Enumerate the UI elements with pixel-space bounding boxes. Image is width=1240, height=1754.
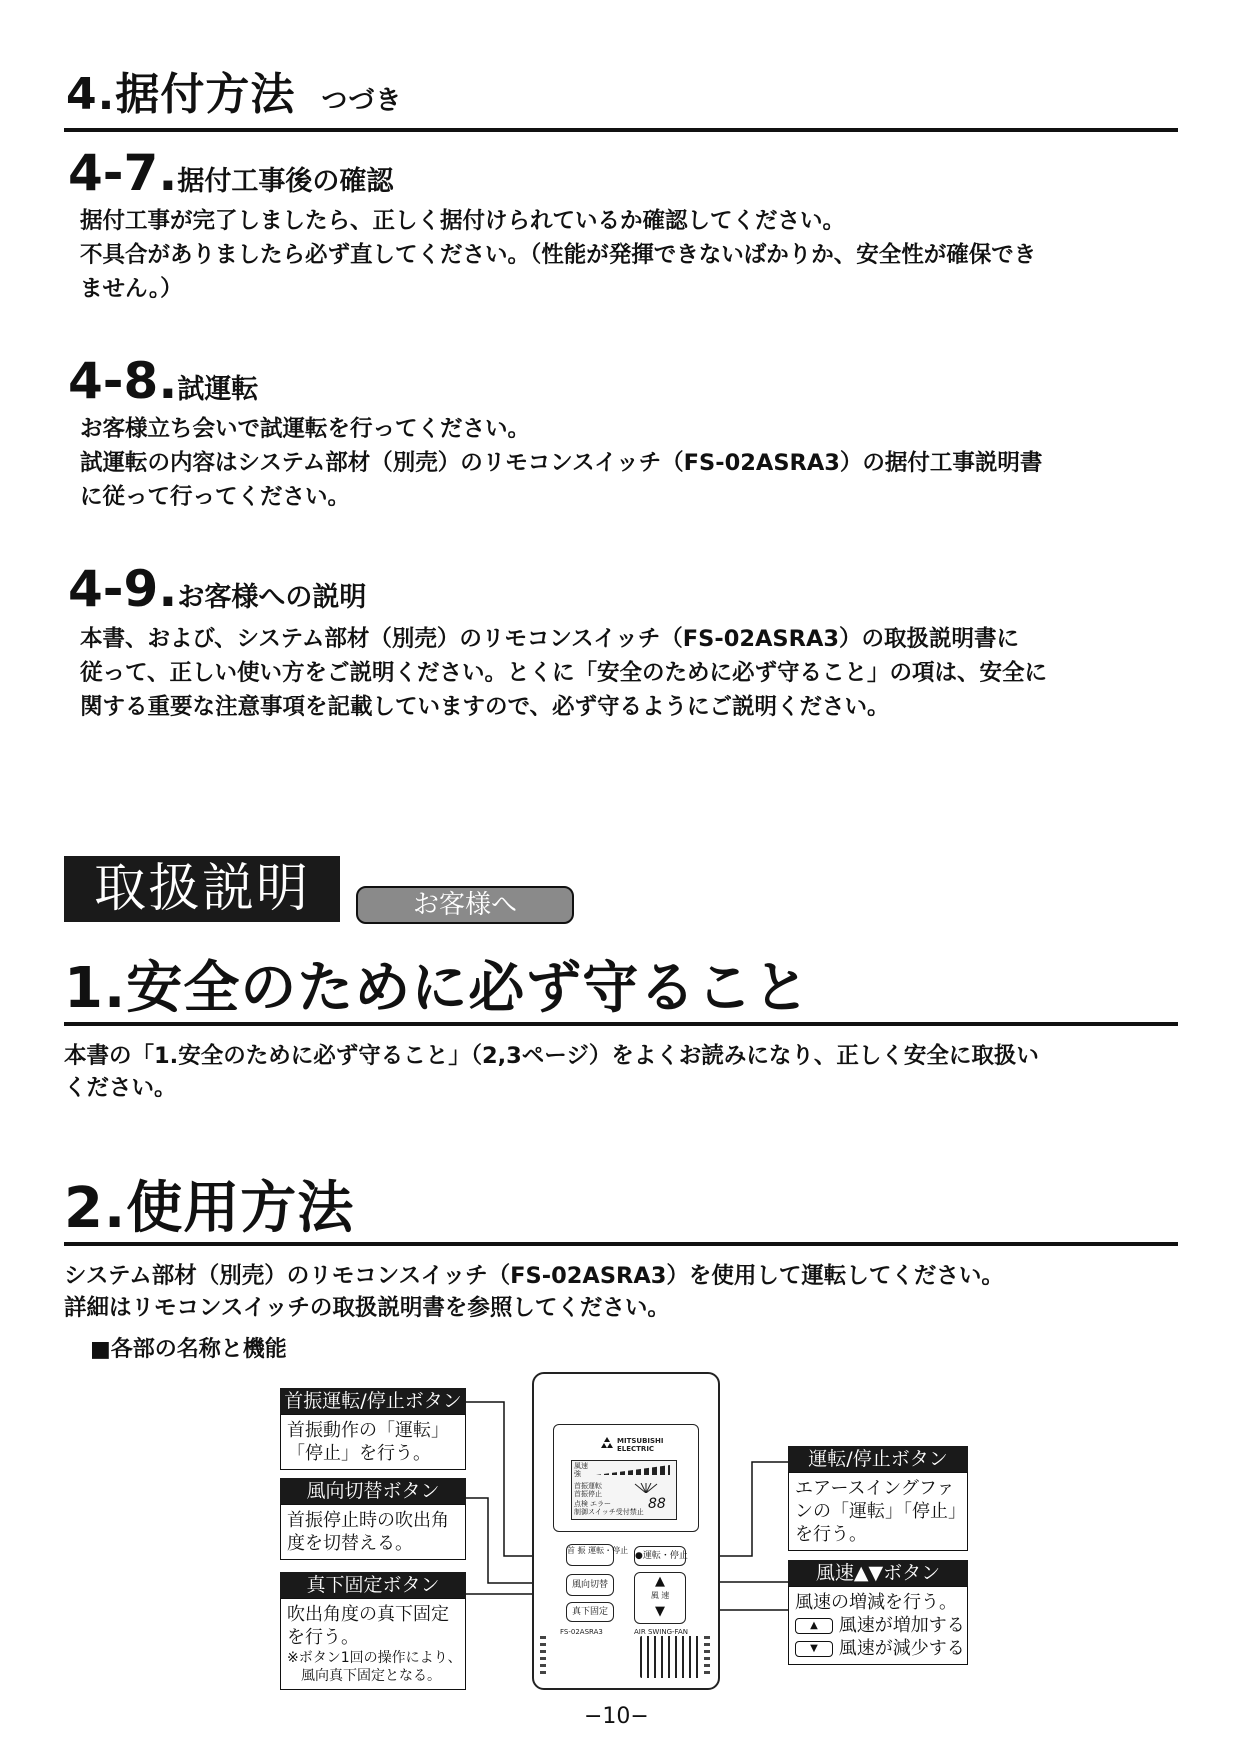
callout-heading: 風速▲▼ボタン (788, 1560, 968, 1586)
manual-badge: 取扱説明 (64, 856, 340, 922)
callout-body (788, 1586, 968, 1665)
callout-line: 風速の増減を行う。 (795, 1592, 957, 1613)
callout-line: 首振停止時の吹出角 (287, 1510, 449, 1531)
callout-heading: 運転/停止ボタン (788, 1446, 968, 1472)
callout-line: を行う。 (287, 1627, 359, 1648)
section-subtitle: つづき (321, 86, 403, 116)
lcd-label: 首振運転 (574, 1482, 602, 1490)
section-title-text: 4.据付方法 (66, 69, 296, 120)
brand-name: MITSUBISHI ELECTRIC (617, 1437, 664, 1453)
callout-line-down (795, 1637, 965, 1660)
speaker-vent (640, 1636, 700, 1678)
subsection-number: 4-9. (68, 560, 178, 618)
callout-fixed (280, 1572, 466, 1690)
subsection-title: お客様への説明 (177, 582, 367, 613)
callout-swing (280, 1388, 466, 1470)
callout-heading: 真下固定ボタン (280, 1572, 466, 1598)
run-stop-button[interactable]: ●運転・停止 (634, 1546, 686, 1566)
speed-down-button[interactable]: ▼ (655, 1604, 665, 1619)
paragraph-line: 不具合がありましたら必ず直してください。（性能が発揮できないばかりか、安全性が確保でき (80, 242, 1037, 268)
subsection-number: 4-7. (68, 144, 178, 202)
lcd-label: エラー (590, 1500, 611, 1508)
paragraph-line: 本書、および、システム部材（別売）のリモコンスイッチ（FS-02ASRA3）の取扱説明書に (80, 626, 1020, 652)
paragraph-line: 試運転の内容はシステム部材（別売）のリモコンスイッチ（FS-02ASRA3）の据付工事説明書 (80, 450, 1043, 476)
up-arrow-icon: ▲ (795, 1618, 833, 1634)
paragraph-line: 詳細はリモコンスイッチの取扱説明書を参照してください。 (64, 1295, 670, 1321)
paragraph-line: 関する重要な注意事項を記載していますので、必ず守るようにご説明ください。 (80, 694, 890, 720)
callout-line: 「停止」を行う。 (287, 1443, 431, 1464)
speed-up-button[interactable]: ▲ (655, 1574, 665, 1589)
callout-line: 度を切替える。 (287, 1533, 413, 1554)
callout-heading: 首振運転/停止ボタン (280, 1388, 466, 1414)
paragraph-line: 本書の「1.安全のために必ず守ること」（2,3ページ）をよくお読みになり、正しく安全に取扱い (64, 1043, 1039, 1069)
page-number: −10− (584, 1704, 649, 1729)
paragraph-line: ください。 (64, 1075, 177, 1101)
down-arrow-icon: ▼ (795, 1641, 833, 1657)
lcd-label: 風速 (574, 1462, 588, 1470)
paragraph-line: 従って、正しい使い方をご説明ください。とくに「安全のために必ず守ること」の項は、安全に (80, 660, 1048, 686)
callout-body (280, 1414, 466, 1470)
lcd-label: 点検 (574, 1500, 588, 1508)
speed-down-text: 風速が減少する (838, 1638, 965, 1659)
callout-line-up (795, 1614, 965, 1637)
callout-note: ※ボタン1回の操作により、 (287, 1650, 462, 1666)
paragraph-line: ません。） (80, 276, 183, 302)
callout-line: を行う。 (795, 1524, 867, 1545)
paragraph-line: に従って行ってください。 (80, 484, 351, 510)
callout-run (788, 1446, 968, 1551)
speed-label: 風 速 (650, 1591, 670, 1600)
subsection-title: 試運転 (177, 374, 259, 405)
lcd-fan-icon (633, 1478, 659, 1488)
callout-line: ンの「運転」「停止」 (795, 1501, 966, 1522)
screw-marks-right (704, 1636, 710, 1676)
model-label: FS-02ASRA3 (560, 1628, 603, 1636)
lcd-digits: 88 (648, 1496, 666, 1512)
callout-body (280, 1504, 466, 1560)
paragraph-line: お客様立ち会いで試運転を行ってください。 (80, 416, 531, 442)
callout-line: 吹出角度の真下固定 (287, 1604, 449, 1625)
speed-up-text: 風速が増加する (838, 1615, 965, 1636)
safety-title: 1.安全のために必ず守ること (64, 956, 811, 1021)
swing-button[interactable]: 首 振 運転・停止 (566, 1544, 614, 1566)
callout-note: 風向真下固定となる。 (301, 1668, 441, 1684)
callout-line: 首振動作の「運転」 (287, 1420, 449, 1441)
product-label: AIR SWING-FAN (634, 1628, 688, 1636)
callout-direction (280, 1478, 466, 1560)
lcd-label: 制御スイッチ受付禁止 (574, 1508, 644, 1516)
callout-speed (788, 1560, 968, 1665)
subsection-title: 据付工事後の確認 (177, 166, 394, 197)
callout-heading: 風向切替ボタン (280, 1478, 466, 1504)
direction-button[interactable]: 風向切替 (566, 1574, 614, 1596)
screw-marks-left (540, 1636, 546, 1676)
lcd-label: 首振停止 (574, 1490, 602, 1498)
callout-line: エアースイングファ (795, 1478, 955, 1499)
parts-heading: ■各部の名称と機能 (90, 1337, 287, 1362)
lcd-label: 強 (574, 1470, 581, 1478)
subsection-number: 4-8. (68, 352, 178, 410)
paragraph-line: システム部材（別売）のリモコンスイッチ（FS-02ASRA3）を使用して運転してください。 (64, 1263, 1004, 1289)
audience-badge: お客様へ (356, 886, 574, 924)
callout-body (280, 1598, 466, 1690)
paragraph-line: 据付工事が完了しましたら、正しく据付けられているか確認してください。 (80, 208, 846, 234)
callout-body (788, 1472, 968, 1551)
fixed-down-button[interactable]: 真下固定 (566, 1602, 614, 1622)
usage-title: 2.使用方法 (64, 1176, 355, 1241)
brand-logo (600, 1436, 614, 1450)
